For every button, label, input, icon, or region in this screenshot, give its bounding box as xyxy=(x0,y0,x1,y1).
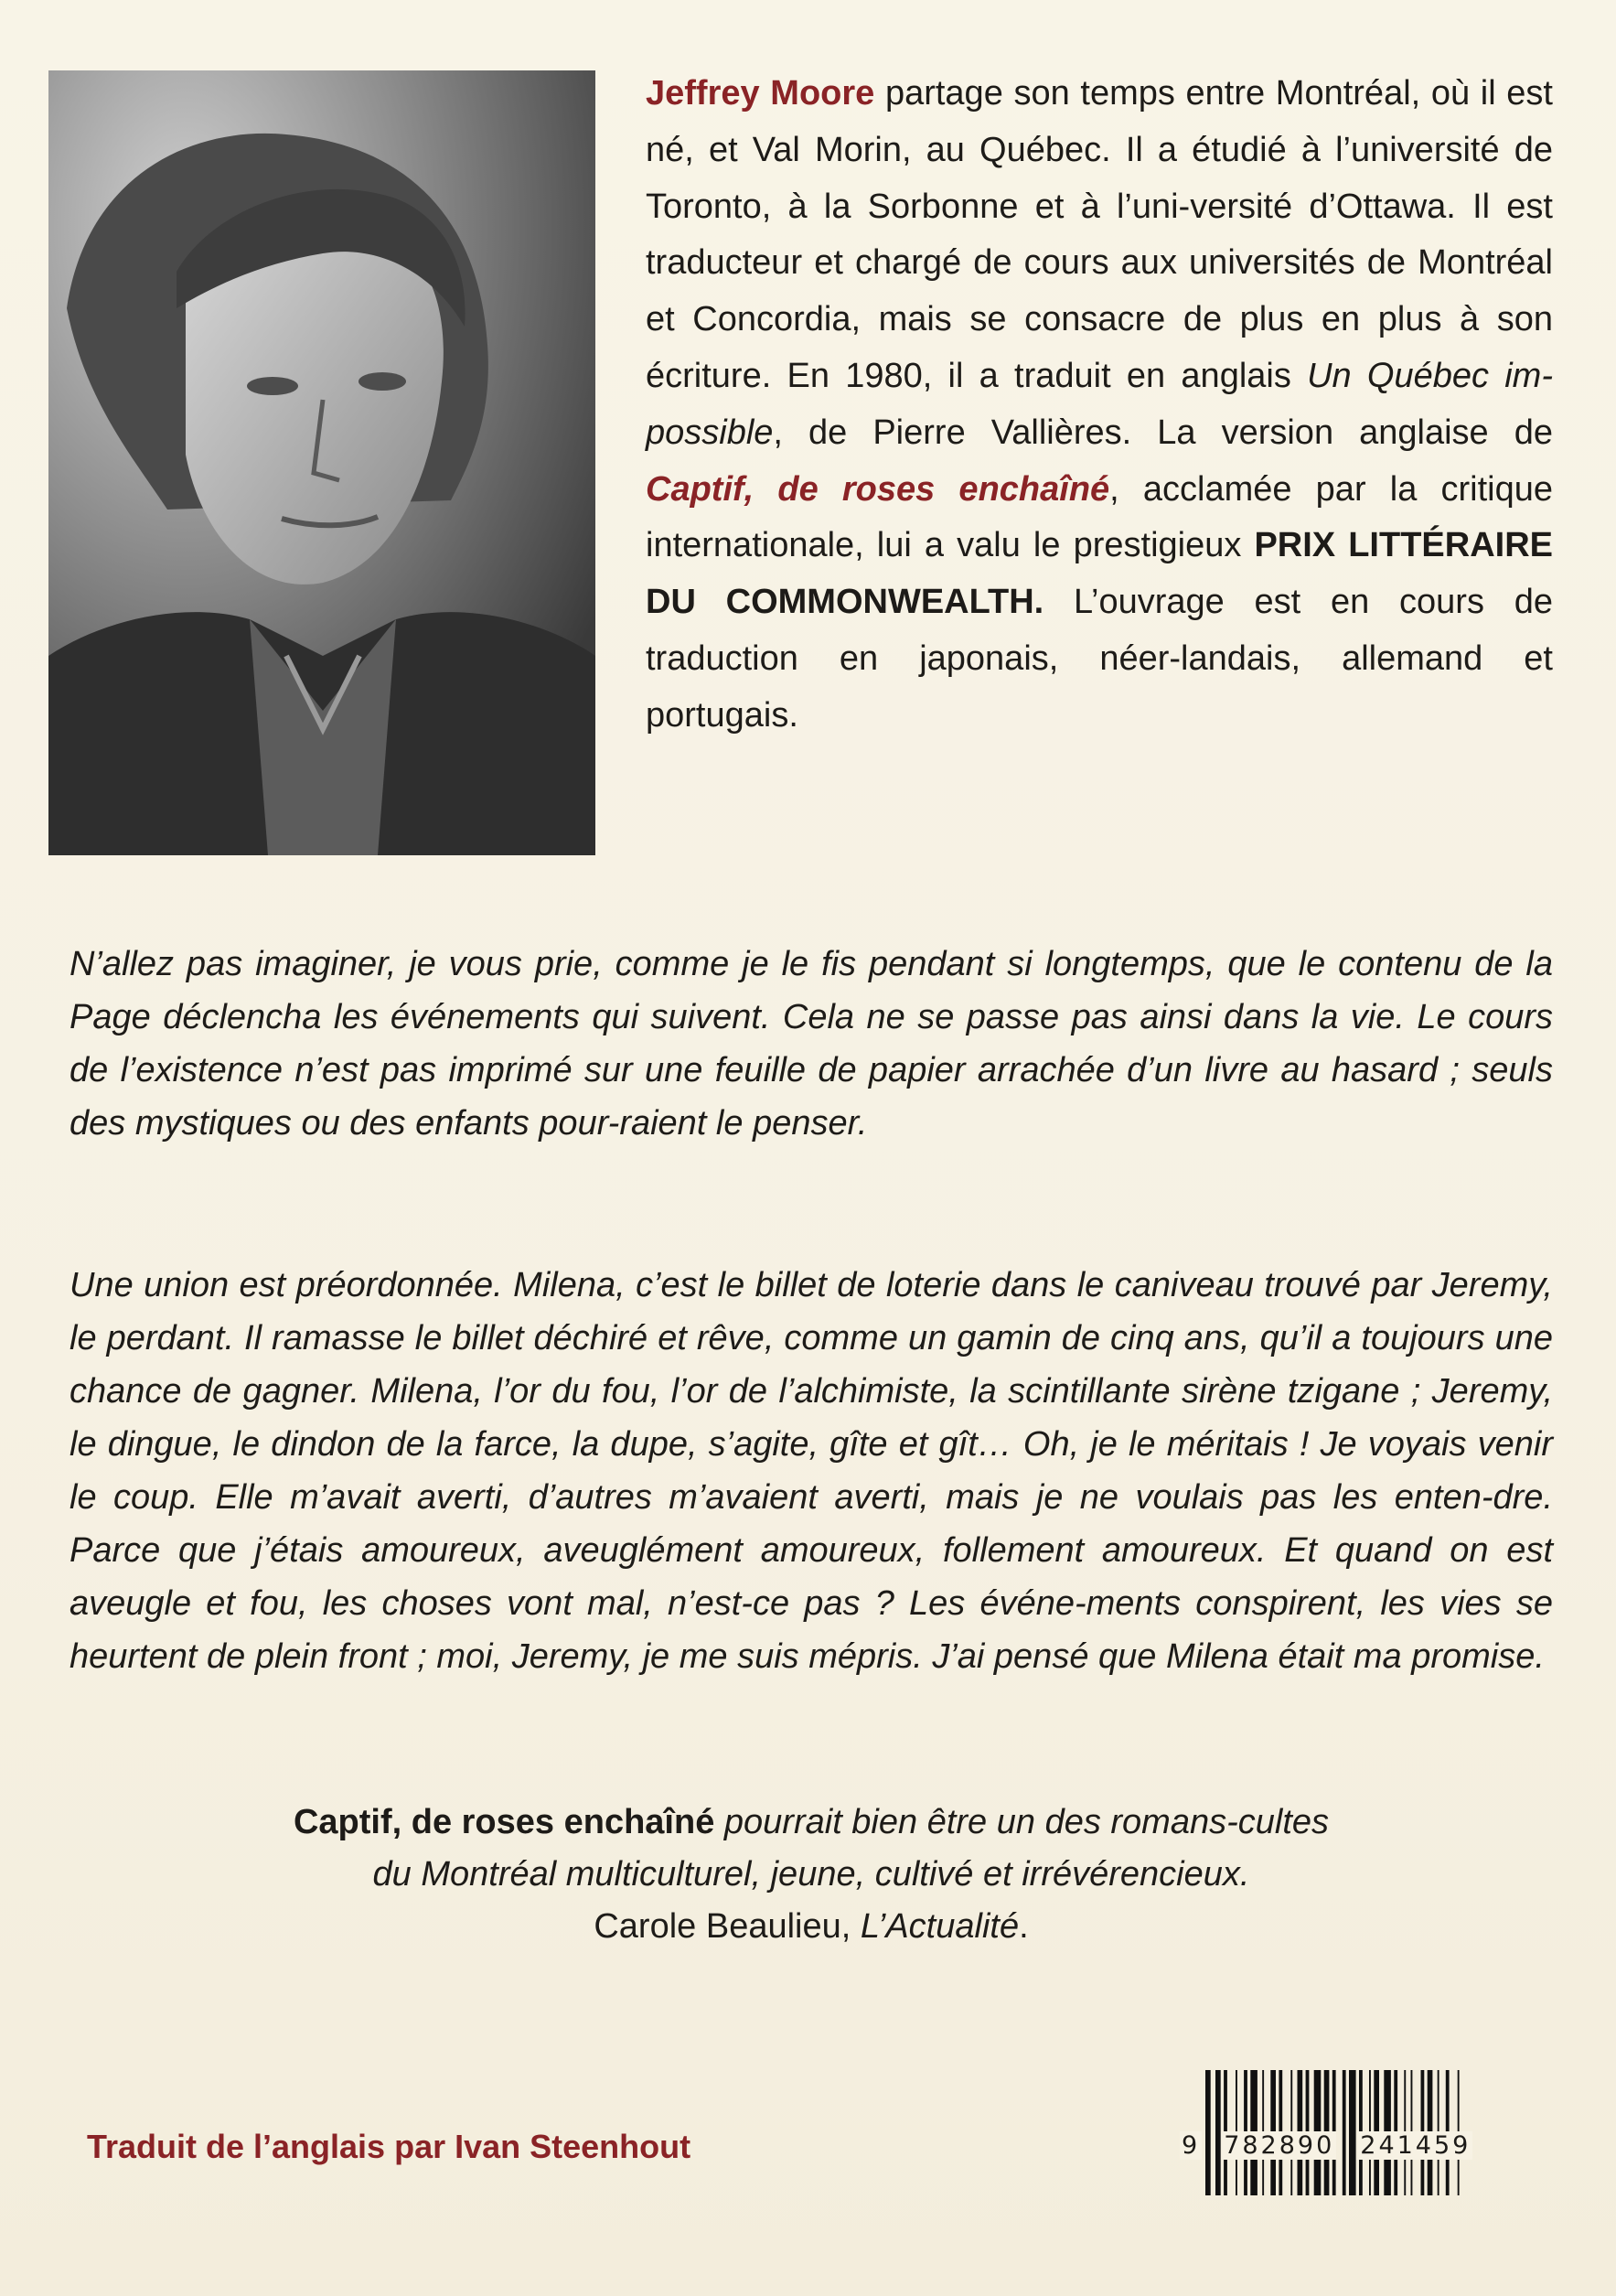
bio-text-3: , acclamée par la critique internationale, lui a valu le prestigieux xyxy=(646,469,1553,565)
quote-text-2: du Montréal multiculturel, jeune, cultivé et irrévérencieux. xyxy=(372,1855,1250,1894)
author-name: Jeffrey Moore xyxy=(646,74,875,113)
quote-book-title: Captif, de roses enchaîné xyxy=(293,1803,715,1841)
quote-source-publication: L’Actualité xyxy=(860,1907,1020,1946)
barcode-digits-right: 241459 xyxy=(1360,2131,1472,2160)
quote-line-1 xyxy=(70,1797,1553,1849)
bio-book-title: Captif, de roses enchaîné xyxy=(646,469,1110,509)
barcode-digits xyxy=(1180,2131,1573,2160)
bio-prize: PRIX LITTÉRAIRE DU COMMONWEALTH. xyxy=(646,526,1553,622)
translator-credit: Traduit de l’anglais par Ivan Steenhout xyxy=(87,2128,691,2165)
barcode-digit-prefix: 9 xyxy=(1182,2131,1201,2160)
review-quote xyxy=(70,1797,1553,1953)
quote-source-end: . xyxy=(1019,1907,1029,1946)
bio-work-title: Un Québec im-possible xyxy=(646,356,1553,452)
quote-text-1: pourrait bien être un des romans-cultes xyxy=(714,1803,1330,1841)
bio-text-1: partage son temps entre Montréal, où il est né, et Val Morin, au Québec. Il a étudié à l’université de Toronto, à la Sorbonne et à l’uni-versité d’Ottawa. Il est traducteur et chargé de cours aux universités de Montréal et Concordia, mais se consacre de plus en plus à son écriture. En 1980, il a traduit en anglais xyxy=(646,74,1553,395)
excerpt-paragraph-2: Une union est préordonnée. Milena, c’est le billet de loterie dans le caniveau trouvé par Jeremy, le perdant. Il ramasse le billet déchiré et rêve, comme un gamin de cinq ans, qu’il a toujours une chance de gagner. Milena, l’or du fou, l’or de l’alchimiste, la scintillante sirène tzigane ; Jeremy, le dingue, le dindon de la farce, la dupe, s’agite, gîte et gît… Oh, je le méritais ! Je voyais venir le coup. Elle m’avait averti, d’autres m’avaient averti, mais je ne voulais pas les enten-dre. Parce que j’étais amoureux, aveuglément amoureux, follement amoureux. Et quand on est aveugle et fou, les choses vont mal, n’est-ce pas ? Les événe-ments conspirent, les vies se heurtent de plein front ; moi, Jeremy, je me suis mépris. J’ai pensé que Milena était ma promise. xyxy=(70,1266,1553,1676)
author-biography xyxy=(646,66,1553,745)
barcode-digits-left: 782890 xyxy=(1224,2131,1335,2160)
quote-source-author: Carole Beaulieu, xyxy=(594,1907,861,1946)
bio-text-4: L’ouvrage est en cours de traduction en japonais, néer-landais, allemand et portugais. xyxy=(646,583,1553,735)
quote-source xyxy=(70,1901,1553,1953)
excerpt-paragraph-1: N’allez pas imaginer, je vous prie, comme je le fis pendant si longtemps, que le contenu de la Page déclencha les événements qui suivent. Cela ne se passe pas ainsi dans la vie. Le cours de l’existence n’est pas imprimé sur une feuille de papier arrachée d’un livre au hasard ; seuls des mystiques ou des enfants pour-raient le penser. xyxy=(70,945,1553,1143)
author-photo xyxy=(48,70,595,855)
bio-text-2: , de Pierre Vallières. La version anglaise de xyxy=(773,413,1553,452)
